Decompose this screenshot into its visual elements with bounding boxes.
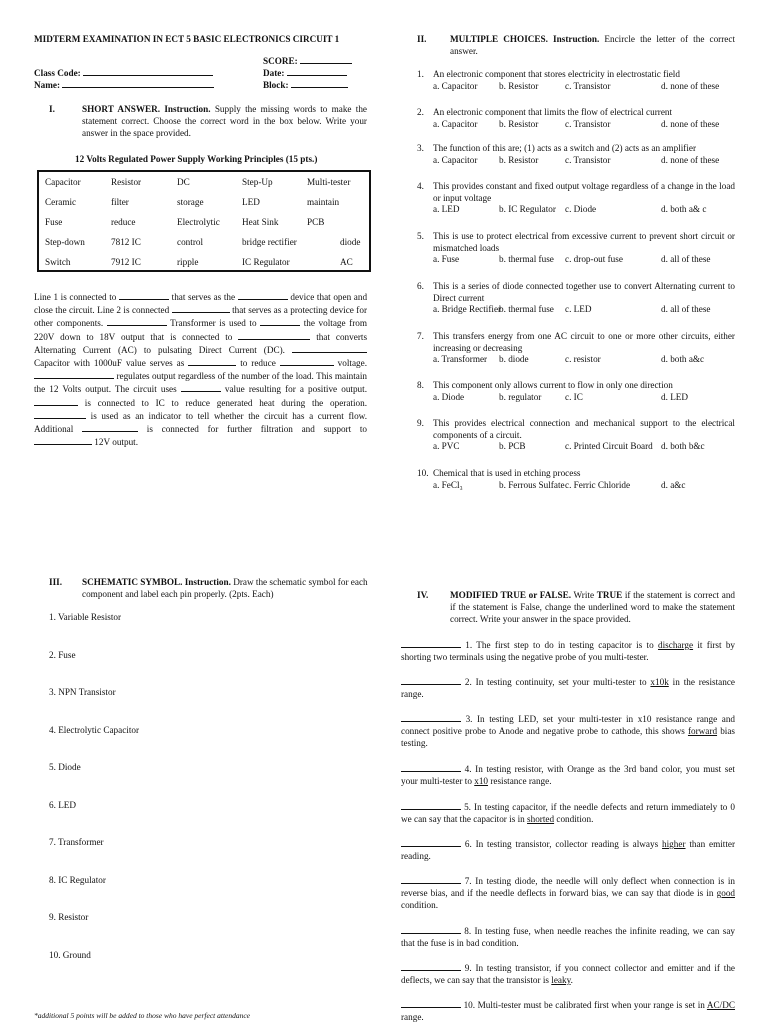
word-box-cell: filter [111, 197, 129, 207]
section2-instruction: Encircle the letter of the correct answer. [450, 34, 735, 56]
paragraph-text: device that open and close the circuit. Line 2 is connected [34, 292, 368, 316]
schematic-item: 5. Diode [49, 762, 81, 772]
word-box-cell: maintain [307, 197, 340, 207]
short-answer-paragraph [34, 290, 367, 448]
tf-answer-blank[interactable] [401, 712, 461, 722]
tf-underlined-word: x10 [474, 776, 489, 786]
answer-blank[interactable] [34, 409, 86, 419]
tf-answer-blank[interactable] [401, 762, 461, 772]
word-box-cell: control [177, 237, 204, 247]
mcq-stem: The function of this are; (1) acts as a switch and (2) acts as an amplifier [433, 143, 697, 153]
mcq-options [433, 304, 735, 316]
tf-item [401, 837, 735, 862]
section4-true-word: TRUE [596, 590, 623, 600]
mcq-option[interactable]: c. resistor [565, 354, 601, 364]
word-box-cell: Resistor [111, 177, 142, 187]
answer-blank[interactable] [34, 369, 114, 379]
paragraph-text: is used as an indicator to tell whether the circuit has a current flow. Additional [34, 410, 368, 435]
word-box-cell: Step-down [45, 237, 85, 247]
tf-text: 10. Multi-tester must be calibrated first when your range is set in [463, 1000, 705, 1010]
mcq-options [433, 480, 735, 492]
mcq-option[interactable]: b. Resistor [499, 154, 539, 165]
answer-blank[interactable] [188, 356, 236, 366]
mcq-stem: This provides constant and fixed output voltage regardless of a change in the load or input voltage [433, 181, 735, 203]
name-field[interactable] [34, 78, 214, 91]
answer-blank[interactable] [181, 382, 221, 392]
section1-instruction-block [82, 103, 367, 139]
tf-answer-blank[interactable] [401, 998, 461, 1008]
mcq-option[interactable]: b. regulator [499, 391, 542, 402]
schematic-item: 9. Resistor [49, 912, 89, 922]
mcq-options [433, 254, 735, 266]
mcq-question [417, 181, 735, 216]
mcq-question [417, 143, 735, 167]
block-field[interactable] [263, 78, 348, 91]
word-box-cell: IC Regulator [242, 257, 290, 267]
mcq-stem: This is use to protect electrical from excessive current to prevent short circuit or mismatched loads [433, 231, 735, 253]
date-label: Date: [263, 68, 285, 78]
mcq-option[interactable]: d. both b&c [661, 441, 705, 451]
word-box-cell: Switch [45, 257, 71, 267]
mcq-option[interactable]: d. none of these [661, 118, 720, 129]
word-box-cell: storage [177, 197, 204, 207]
mcq-option[interactable]: a. Capacitor [433, 154, 478, 165]
tf-answer-blank[interactable] [401, 874, 461, 884]
tf-underlined-word: x10k [650, 677, 669, 687]
schematic-item: 10. Ground [49, 949, 91, 960]
tf-underlined-word: discharge [658, 640, 694, 650]
mcq-option[interactable]: b. thermal fuse [499, 304, 554, 314]
word-box-cell: AC [340, 257, 353, 267]
tf-text: 9. In testing transistor, if you connect collector and emitter and if the deflects, we can say that the transistor is [401, 963, 735, 985]
section3-heading: SCHEMATIC SYMBOL. Instruction. [82, 577, 231, 587]
answer-blank[interactable] [82, 422, 138, 432]
tf-text: it first by shorting two terminals using the negative probe of you multi-tester. [401, 640, 736, 662]
section1-instruction: Supply the missing words to make the statement correct. Choose the correct word in the box below. Write your answer in the space provided. [82, 104, 368, 138]
mcq-number: 5. [417, 231, 424, 241]
section3-roman: III. [49, 577, 63, 587]
mcq-option[interactable]: c. Transistor [565, 118, 611, 129]
mcq-options [433, 441, 735, 453]
section1-roman: I. [49, 104, 55, 114]
section4-instruction-b: if the statement is correct and if the statement is False, change the underlined word to make the statement correct. Write your answer in the space provided. [450, 590, 736, 624]
mcq-stem: This transfers energy from one AC circuit to one or more other circuits, either increasing or decreasing [433, 331, 735, 353]
tf-item [401, 638, 735, 663]
paragraph-text: Capacitor with 1000uF value serves as [34, 358, 185, 369]
mcq-options [433, 204, 735, 216]
tf-answer-blank[interactable] [401, 800, 461, 810]
answer-blank[interactable] [34, 435, 92, 445]
mcq-option[interactable]: a. FeCl₃ [433, 479, 463, 490]
mcq-option[interactable]: a. Capacitor [433, 118, 478, 129]
mcq-option[interactable]: d. both a& c [661, 204, 707, 214]
word-box-cell: 7912 IC [111, 257, 141, 267]
mcq-stem: This is a series of diode connected together use to convert Alternating current to Direct current [433, 281, 735, 303]
mcq-options [433, 119, 735, 131]
schematic-item: 6. LED [49, 799, 77, 810]
tf-text: range. [401, 1012, 424, 1022]
tf-item [401, 762, 735, 787]
tf-answer-blank[interactable] [401, 924, 461, 934]
mcq-stem: Chemical that is used in etching process [433, 468, 581, 478]
tf-item [401, 924, 735, 949]
tf-answer-blank[interactable] [401, 675, 461, 685]
mcq-option[interactable]: a. Bridge Rectifier [433, 304, 502, 314]
section3-instruction: Draw the schematic symbol for each component and label each pin properly. (2pts. Each) [82, 577, 368, 599]
paragraph-text: value resulting for a positive output. [224, 384, 367, 395]
tf-text: condition. [401, 900, 439, 910]
mcq-number: 4. [417, 181, 424, 191]
mcq-option[interactable]: d. both a&c [661, 354, 705, 364]
mcq-option[interactable]: c. Transistor [565, 80, 611, 91]
mcq-question [417, 331, 735, 366]
paragraph-text: that converts Alternating Current (AC) to pulsating Direct Current (DC). [34, 331, 368, 355]
attendance-footnote: *additional 5 points will be added to those who have perfect attendance [34, 1011, 251, 1020]
tf-item [401, 712, 735, 749]
answer-blank[interactable] [292, 343, 367, 353]
answer-blank[interactable] [260, 316, 300, 326]
word-box-cell: Fuse [45, 217, 63, 227]
tf-text: 5. In testing capacitor, if the needle defects and return immediately to 0 we can say that the capacitor is in [401, 802, 736, 824]
tf-item [401, 800, 735, 825]
tf-underlined-word: AC/DC [706, 1000, 736, 1010]
paragraph-text: the voltage from 220V down to 18V output that is connected to [34, 318, 368, 342]
tf-text: 3. In testing LED, set your multi-tester in x10 resistance range and connect positive probe to Anode and negative probe to cathode, this shows [401, 714, 736, 736]
section2-heading: MULTIPLE CHOICES. Instruction. [450, 34, 600, 44]
mcq-stem: An electronic component that stores electricity in electrostatic field [433, 69, 680, 79]
section3-instruction-block [82, 576, 372, 600]
schematic-item: 2. Fuse [49, 649, 76, 660]
word-box-cell: Multi-tester [307, 177, 351, 187]
word-box [37, 170, 371, 272]
word-box-cell: bridge rectifier [242, 237, 297, 247]
mcq-question [417, 281, 735, 316]
paragraph-text: regulates output regardless of the number of the load. This maintain the 12 Volts output. The circuit uses [34, 371, 368, 395]
mcq-number: 8. [417, 380, 424, 390]
word-box-cell: diode [340, 237, 361, 247]
mcq-option[interactable]: b. thermal fuse [499, 254, 554, 264]
answer-blank[interactable] [280, 356, 334, 366]
mcq-option[interactable]: b. PCB [499, 441, 526, 451]
paragraph-text: to reduce [240, 358, 276, 369]
tf-text: condition. [556, 814, 594, 824]
tf-text: than emitter reading. [401, 839, 736, 861]
mcq-option[interactable]: c. Printed Circuit Board [565, 441, 653, 451]
mcq-number: 9. [417, 418, 424, 428]
answer-blank[interactable] [107, 316, 167, 326]
mcq-number: 10. [417, 468, 429, 478]
word-box-cell: Ceramic [45, 197, 77, 207]
mcq-option[interactable]: b. Ferrous Sulfate [499, 479, 565, 490]
tf-text: 2. In testing continuity, set your multi-tester to [464, 677, 647, 687]
tf-answer-blank[interactable] [401, 961, 461, 971]
tf-text: 8. In testing fuse, when needle reaches the infinite reading, we can say that the fuse is in bad condition. [401, 926, 736, 948]
mcq-stem: This component only allows current to flow in only one direction [433, 380, 673, 390]
mcq-stem: An electronic component that limits the flow of electrical current [433, 107, 673, 117]
tf-underlined-word: shorted [527, 814, 555, 824]
paragraph-text: that serves as the [171, 292, 236, 302]
tf-item [401, 998, 735, 1023]
tf-text: resistance range. [490, 776, 552, 786]
mcq-option[interactable]: a. LED [433, 204, 460, 214]
mcq-option[interactable]: b. diode [499, 354, 529, 364]
tf-answer-blank[interactable] [401, 837, 461, 847]
section4-instruction-block [450, 589, 735, 625]
mcq-option[interactable]: c. drop-out fuse [565, 254, 623, 264]
tf-item [401, 675, 735, 700]
mcq-number: 7. [417, 331, 424, 341]
paragraph-text: voltage. [337, 358, 367, 369]
name-label: Name: [34, 80, 61, 90]
mcq-question [417, 69, 735, 93]
block-label: Block: [263, 80, 289, 90]
mcq-option[interactable]: c. LED [565, 304, 592, 314]
mcq-option[interactable]: a. Transformer [433, 354, 488, 364]
mcq-option[interactable]: d. a&c [661, 479, 686, 490]
word-box-cell: Heat Sink [242, 217, 279, 227]
mcq-option[interactable]: a. Diode [433, 391, 465, 402]
mcq-question [417, 418, 735, 453]
word-box-cell: DC [177, 177, 190, 187]
word-box-cell: Step-Up [242, 177, 273, 187]
mcq-option[interactable]: b. Resistor [499, 118, 539, 129]
schematic-item: 3. NPN Transistor [49, 687, 116, 697]
mcq-question [417, 231, 735, 266]
mcq-option[interactable]: b. IC Regulator [499, 204, 556, 214]
section4-heading: MODIFIED TRUE or FALSE. [450, 590, 571, 600]
mcq-options [433, 81, 735, 93]
section1-heading: SHORT ANSWER. Instruction. [82, 104, 211, 114]
exam-title: MIDTERM EXAMINATION IN ECT 5 BASIC ELECTRONICS CIRCUIT 1 [34, 34, 340, 44]
word-box-cell: reduce [111, 217, 136, 227]
mcq-number: 3. [417, 143, 424, 153]
mcq-option[interactable]: b. Resistor [499, 80, 539, 91]
schematic-item: 7. Transformer [49, 837, 104, 847]
mcq-option[interactable]: c. IC [565, 391, 583, 402]
word-box-cell: 7812 IC [111, 237, 141, 247]
paragraph-text: that serves as a protecting device for other components. [34, 305, 368, 329]
mcq-options [433, 392, 735, 404]
word-box-cell: ripple [177, 257, 199, 267]
answer-blank[interactable] [238, 330, 310, 340]
word-box-cell: Electrolytic [177, 217, 220, 227]
mcq-question [417, 468, 735, 492]
schematic-item: 8. IC Regulator [49, 874, 106, 885]
section4-instruction-a: Write [573, 590, 595, 600]
mcq-options [433, 155, 735, 167]
tf-underlined-word: higher [662, 839, 686, 849]
word-box-cell: LED [242, 197, 260, 207]
mcq-number: 1. [417, 69, 424, 79]
tf-text: 6. In testing transistor, collector reading is always [464, 839, 659, 849]
mcq-stem: This provides electrical connection and mechanical support to the electrical components of a circuit. [433, 418, 735, 440]
section4-roman: IV. [417, 590, 429, 600]
tf-text: 4. In testing resistor, with Orange as the 3rd band color, you must set your multi-tester to [401, 764, 735, 786]
paragraph-text: Line 1 is connected to [34, 292, 117, 302]
mcq-option[interactable]: a. Fuse [433, 254, 460, 264]
tf-answer-blank[interactable] [401, 638, 461, 648]
tf-underlined-word: leaky [551, 975, 571, 985]
mcq-option[interactable]: a. PVC [433, 441, 460, 451]
section2-roman: II. [417, 34, 427, 44]
tf-text: 7. In testing diode, the needle will only deflect when connection is in reverse bias, and if the needle deflects in forward bias, we can say that diode is in [401, 876, 735, 898]
word-box-cell: Capacitor [45, 177, 81, 187]
answer-blank[interactable] [172, 303, 230, 313]
paragraph-text: is connected to IC to reduce generated heat during the operation. [84, 397, 368, 408]
schematic-item: 4. Electrolytic Capacitor [49, 724, 140, 735]
class-code-label: Class Code: [34, 68, 81, 78]
paragraph-text: Transformer is used to [170, 318, 257, 329]
mcq-question [417, 380, 735, 404]
answer-blank[interactable] [34, 396, 78, 406]
mcq-number: 6. [417, 281, 424, 291]
schematic-item: 1. Variable Resistor [49, 612, 122, 622]
mcq-options [433, 354, 735, 366]
answer-blank[interactable] [119, 290, 169, 300]
mcq-number: 2. [417, 107, 424, 117]
mcq-option[interactable]: d. all of these [661, 254, 711, 264]
tf-item [401, 874, 735, 911]
mcq-option[interactable]: d. none of these [661, 80, 720, 91]
score-label: SCORE: [263, 56, 298, 66]
mcq-option[interactable]: c. Ferric Chloride [565, 479, 631, 490]
tf-text: 1. The first step to do in testing capacitor is to [465, 640, 654, 650]
mcq-option[interactable]: d. LED [661, 391, 689, 402]
tf-text: in the resistance range. [401, 677, 736, 699]
word-box-title: 12 Volts Regulated Power Supply Working Principles (15 pts.) [75, 154, 318, 164]
tf-text: bias testing. [401, 726, 735, 748]
tf-underlined-word: good [716, 888, 735, 898]
paragraph-text: 12V output. [94, 437, 139, 448]
tf-underlined-word: forward [687, 726, 718, 736]
mcq-option[interactable]: d. all of these [661, 304, 711, 314]
mcq-option[interactable]: c. Transistor [565, 154, 611, 165]
paragraph-text: is connected for further filtration and support to [146, 424, 368, 435]
mcq-option[interactable]: c. Diode [565, 204, 597, 214]
mcq-option[interactable]: a. Capacitor [433, 80, 478, 91]
word-box-cell: PCB [307, 217, 325, 227]
mcq-option[interactable]: d. none of these [661, 154, 720, 165]
tf-text: . [570, 975, 573, 985]
tf-item [401, 961, 735, 986]
section2-instruction-block [450, 33, 735, 57]
answer-blank[interactable] [238, 290, 288, 300]
mcq-question [417, 107, 735, 131]
